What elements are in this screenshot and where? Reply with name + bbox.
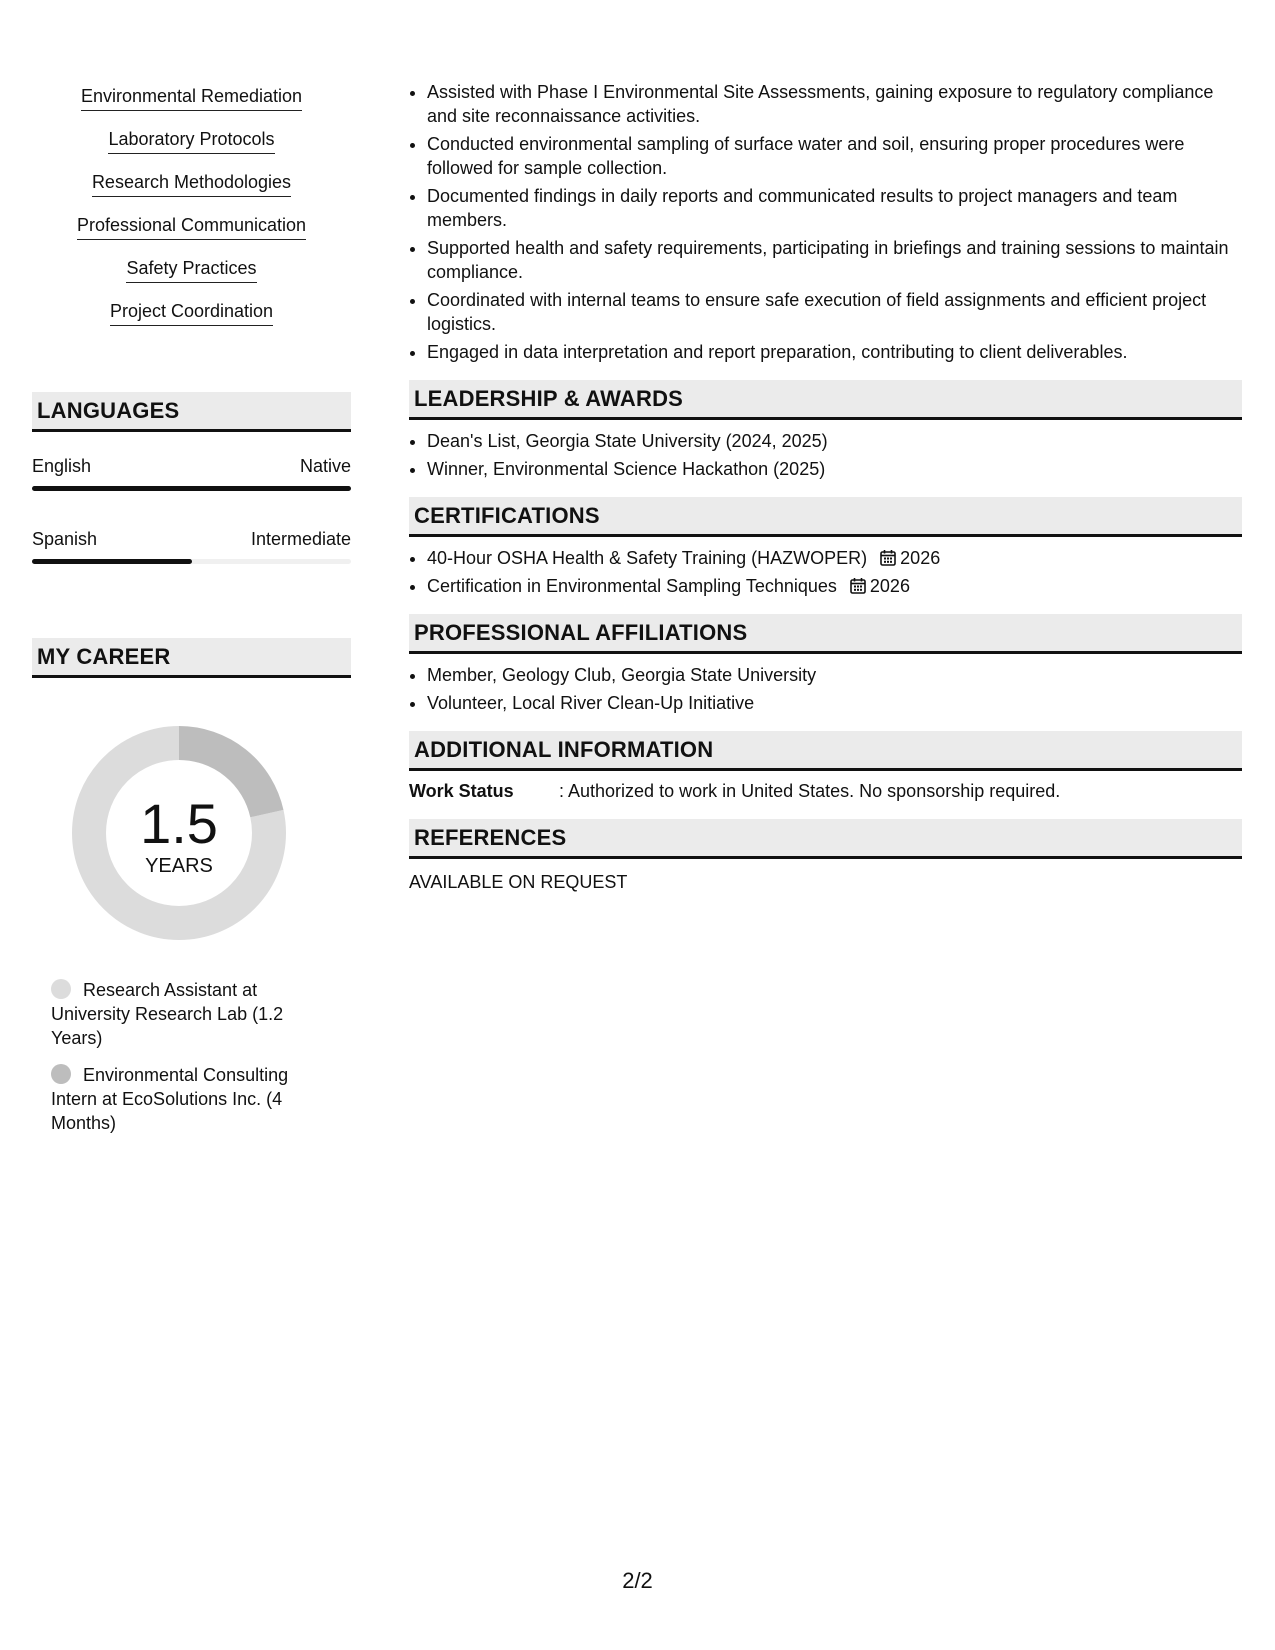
career-donut: [66, 720, 292, 946]
proficiency-bar: [32, 486, 351, 491]
skill-item: [32, 127, 351, 154]
experience-bullet: • Conducted environmental sampling of surface water and soil, ensuring proper procedures were followed for sample collection.: [427, 132, 1242, 180]
skill-tag: Laboratory Protocols: [108, 127, 274, 154]
legend-label: Environmental Consulting Intern at EcoSolutions Inc. (4 Months): [51, 1065, 289, 1133]
language-level: Native: [299, 456, 351, 476]
work-status-label: Work Status: [409, 781, 514, 801]
language-level: Intermediate: [250, 529, 351, 549]
leadership-item: • Dean's List, Georgia State University (2024, 2025): [427, 429, 1242, 453]
legend-dot: [51, 979, 71, 999]
skill-item: [32, 84, 351, 111]
experience-bullet: • Assisted with Phase I Environmental Site Assessments, gaining exposure to regulatory compliance and site reconnaissance activities.: [427, 80, 1242, 128]
leadership-heading: LEADERSHIP & AWARDS: [409, 380, 1242, 420]
work-status-value: : Authorized to work in United States. No sponsorship required.: [559, 781, 1061, 801]
additional-info-heading: ADDITIONAL INFORMATION: [409, 731, 1242, 771]
certifications-list: [409, 546, 1242, 598]
certification-name: 40-Hour OSHA Health & Safety Training (HAZWOPER): [427, 548, 868, 568]
affiliation-item: • Member, Geology Club, Georgia State University: [427, 663, 1242, 687]
leadership-item: • Winner, Environmental Science Hackathon (2025): [427, 457, 1242, 481]
affiliation-item: • Volunteer, Local River Clean-Up Initiative: [427, 691, 1242, 715]
skill-item: [32, 213, 351, 240]
skills-list: [32, 84, 351, 326]
proficiency-bar: [32, 559, 351, 564]
skill-tag: Project Coordination: [110, 299, 273, 326]
language-item: [32, 454, 351, 491]
language-name: English: [32, 456, 92, 476]
experience-bullet: • Documented findings in daily reports and communicated results to project managers and team members.: [427, 184, 1242, 232]
references-section: [409, 819, 1242, 894]
career-heading: MY CAREER: [32, 638, 351, 678]
experience-bullet: • Supported health and safety requirements, participating in briefings and training sessions to maintain compliance.: [427, 236, 1242, 284]
career-section: [32, 638, 351, 1148]
certification-date: [880, 548, 940, 568]
career-unit: YEARS: [145, 855, 213, 877]
skill-tag: Professional Communication: [77, 213, 306, 240]
right-column: [409, 80, 1242, 894]
certification-date: [850, 576, 910, 596]
skill-tag: Safety Practices: [126, 256, 256, 283]
legend-label: Research Assistant at University Research Lab (1.2 Years): [51, 980, 284, 1048]
calendar-icon: [850, 577, 866, 594]
certification-name: Certification in Environmental Sampling Techniques: [427, 576, 837, 596]
certifications-section: [409, 497, 1242, 598]
skill-tag: Environmental Remediation: [81, 84, 302, 111]
certification-year: 2026: [869, 576, 910, 596]
additional-info-section: [409, 731, 1242, 803]
legend-item: [51, 1063, 311, 1135]
page-number: 2/2: [622, 1568, 653, 1593]
donut-center: [66, 720, 292, 946]
experience-bullet: • Engaged in data interpretation and report preparation, contributing to client deliverables.: [427, 340, 1242, 364]
skill-item: [32, 170, 351, 197]
certification-item: [427, 546, 1242, 570]
skill-tag: Research Methodologies: [92, 170, 291, 197]
legend-dot: [51, 1064, 71, 1084]
affiliations-list: [409, 663, 1242, 715]
proficiency-fill: [32, 486, 351, 491]
left-column: [32, 84, 351, 1133]
languages-section: [32, 392, 351, 564]
proficiency-fill: [32, 559, 192, 564]
experience-bullets: [409, 80, 1242, 364]
languages-heading: LANGUAGES: [32, 392, 351, 432]
certification-year: 2026: [900, 548, 941, 568]
experience-bullet: • Coordinated with internal teams to ensure safe execution of field assignments and efficient project logistics.: [427, 288, 1242, 336]
references-heading: REFERENCES: [409, 819, 1242, 859]
language-item: [32, 527, 351, 564]
affiliations-heading: PROFESSIONAL AFFILIATIONS: [409, 614, 1242, 654]
calendar-icon: [880, 549, 896, 566]
certifications-heading: CERTIFICATIONS: [409, 497, 1242, 537]
affiliations-section: [409, 614, 1242, 715]
certification-item: [427, 574, 1242, 598]
leadership-list: [409, 429, 1242, 481]
skill-item: [32, 299, 351, 326]
leadership-section: [409, 380, 1242, 481]
references-text: AVAILABLE ON REQUEST: [409, 872, 628, 892]
career-legend: [51, 978, 311, 1135]
language-name: Spanish: [32, 529, 98, 549]
legend-item: [51, 978, 311, 1050]
work-status-row: [409, 779, 1242, 803]
skill-item: [32, 256, 351, 283]
career-total: 1.5: [140, 792, 218, 855]
